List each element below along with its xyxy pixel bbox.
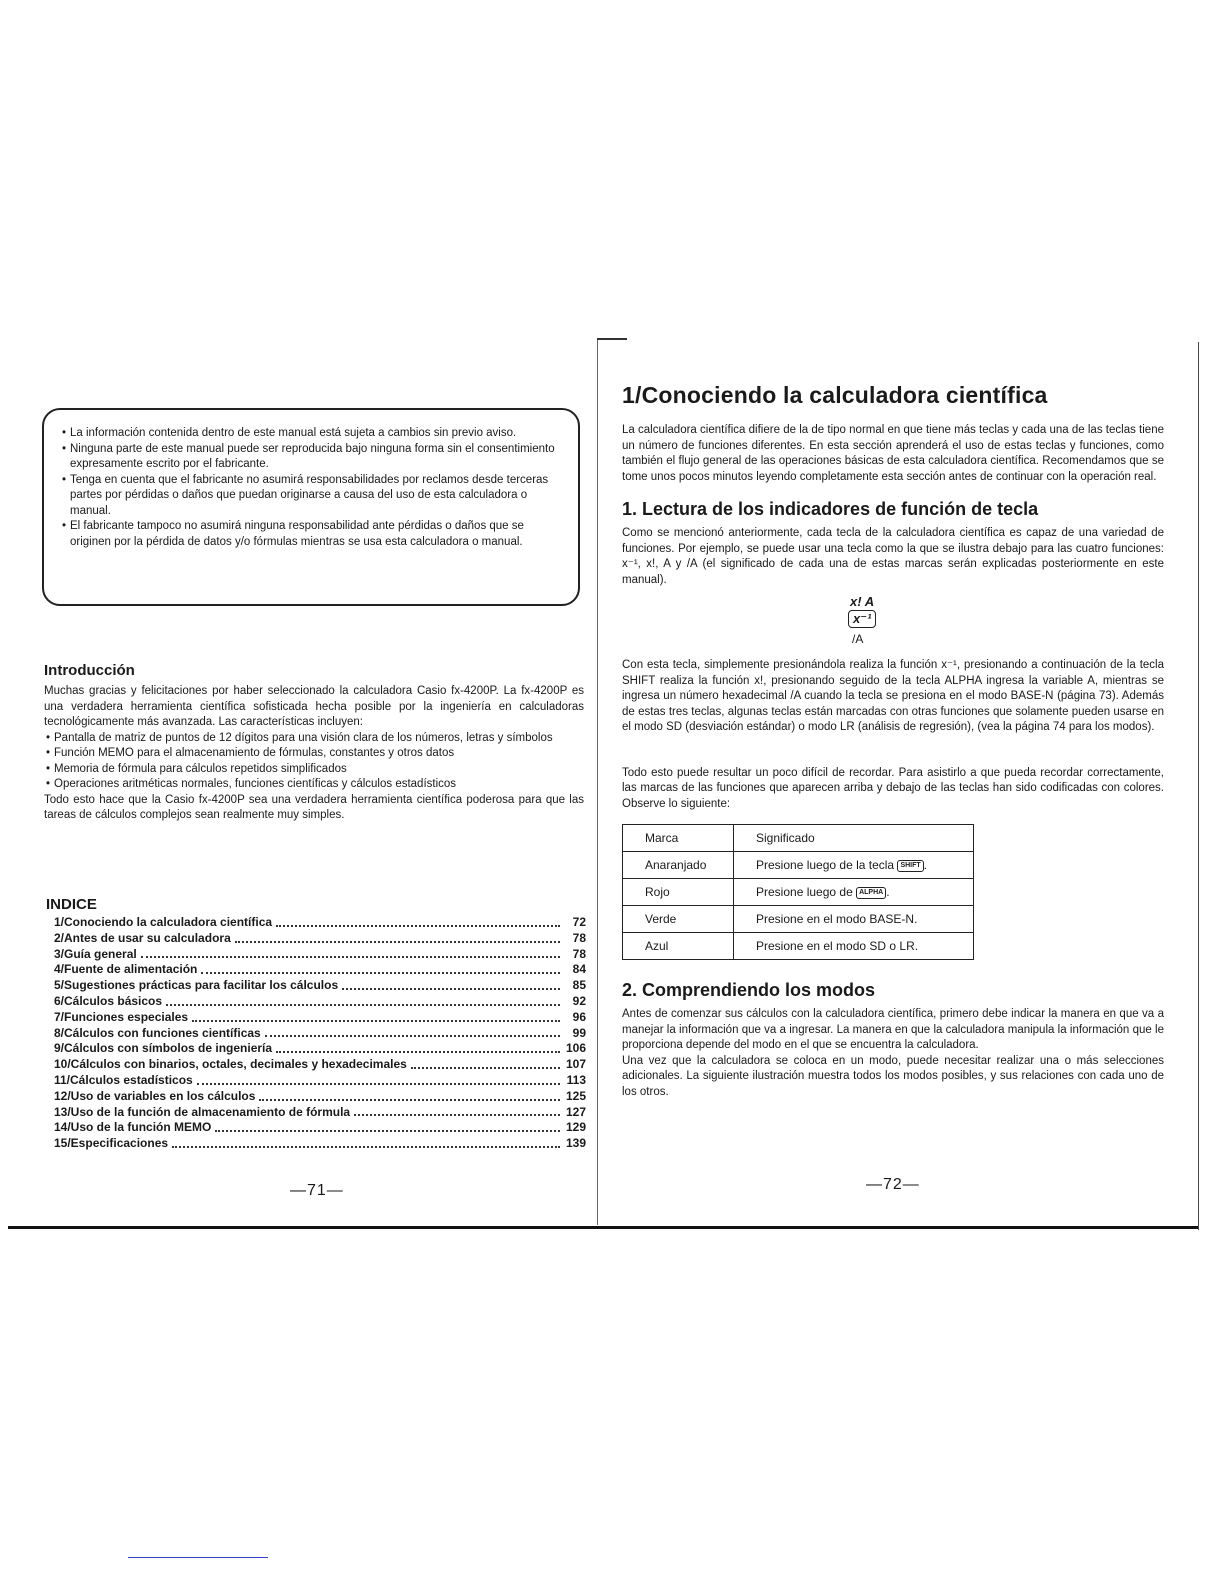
left-page-number: —71— [290,1182,344,1199]
index-leader-dots [265,1035,560,1037]
index-leader-dots [276,1051,560,1053]
disclaimer-item: • Tenga en cuenta que el fabricante no asumirá responsabilidades por reclamos desde terceras partes por pérdidas o daños que puedan originarse a causa del uso de esta calculadora o manual. [60,473,564,520]
feature-bullet: • Pantalla de matriz de puntos de 12 dígitos para una visión clara de los números, letras y símbolos [44,731,584,747]
section1-functions: x⁻¹, x!, A y /A [622,558,698,570]
color-code-paragraph: Todo esto puede resultar un poco difícil de recordar. Para asistirlo a que pueda recordar correctamente, las marcas de las funciones que aparecen arriba y debajo de las teclas han sido codificadas con colores. Observe lo siguiente: [622,766,1164,810]
feature-bullet: • Función MEMO para el almacenamiento de fórmulas, constantes y otros datos [44,746,584,762]
reciprocal-key[interactable]: x⁻¹ [848,610,876,628]
index-entry-page: 106 [565,1041,586,1056]
index-entry-page: 96 [572,1009,586,1024]
introduction-closing: Todo esto hace que la Casio fx-4200P sea una verdadera herramienta científica poderosa para que las tareas de cálculos complejos sean realmente muy simples. [44,793,584,821]
right-edge-line [1198,342,1199,1230]
index-entry[interactable] [54,978,586,994]
table-cell-marca: Rojo [623,879,734,906]
index-leader-dots [354,1114,560,1116]
index-entry[interactable] [54,962,586,978]
bottom-rule [8,1226,1198,1229]
feature-bullet: • Operaciones aritméticas normales, funciones científicas y cálculos estadísticos [44,777,584,793]
table-cell-marca: Verde [623,906,734,933]
introduction-text: Muchas gracias y felicitaciones por haber seleccionado la calculadora Casio fx-4200P. La fx-4200P es una verdadera herramienta científica sofisticada hecha posible por la ingeniería en calculadoras tecnológicamente más avanzada. Las características incluyen: [44,685,584,728]
section1-paragraph [622,526,1164,588]
index-list [46,915,586,1152]
alpha-key-icon: ALPHA [856,887,886,899]
key-top-label: x! A [850,594,875,609]
index-leader-dots [276,925,560,927]
table-cell-marca: Anaranjado [623,852,734,879]
introduction-heading: Introducción [44,662,135,679]
index-entry-label: 15/Especificaciones [54,1136,169,1151]
index-entry[interactable] [54,1073,586,1089]
index-entry-page: 84 [572,962,586,977]
index-entry[interactable] [54,1120,586,1136]
index-entry[interactable] [54,1136,586,1152]
index-entry-label: 3/Guía general [54,946,137,961]
index-entry[interactable] [54,947,586,963]
index-entry-label: 14/Uso de la función MEMO [54,1120,212,1135]
index-entry-label: 13/Uso de la función de almacenamiento de fórmula [54,1104,351,1119]
index-entry-page: 78 [572,930,586,945]
index-entry[interactable] [54,915,586,931]
spine-fold-line [597,340,598,1225]
index-entry[interactable] [54,1041,586,1057]
index-entry-page: 125 [565,1088,586,1103]
index-leader-dots [411,1067,560,1069]
section2-paragraph-b: Una vez que la calculadora se coloca en un modo, puede necesitar realizar una o más selecciones adicionales. La siguiente ilustración muestra todos los modos posibles, y sus relaciones con cada uno de los otros. [622,1054,1164,1098]
table-cell-marca: Azul [623,933,734,960]
index-entry-label: 4/Fuente de alimentación [54,962,198,977]
index-entry-label: 2/Antes de usar su calculadora [54,930,231,945]
index-entry[interactable] [54,1089,586,1105]
index-entry[interactable] [54,1026,586,1042]
index-entry[interactable] [54,1057,586,1073]
chapter-title: 1/Conociendo la calculadora científica [622,382,1048,408]
index-leader-dots [342,988,560,990]
key-illustration [846,594,1164,650]
table-cell-text: Presione luego de [756,885,853,899]
section2-heading: 2. Comprendiendo los modos [622,980,876,1000]
index-leader-dots [235,941,560,943]
index-leader-dots [215,1130,560,1132]
table-header-significado: Significado [734,825,974,852]
shift-key-icon: SHIFT [897,860,923,872]
index-entry[interactable] [54,994,586,1010]
index-entry[interactable] [54,931,586,947]
section1-heading: 1. Lectura de los indicadores de función de tecla [622,499,1039,519]
right-page-content [622,382,1164,1100]
table-header-row [623,825,974,852]
section1-text-b: (el significado de cada una de estas marcas serán explicadas posteriormente en este manual). [622,558,1164,586]
bottom-link-underline [128,1557,268,1558]
chapter-intro: La calculadora científica difiere de la de tipo normal en que tiene más teclas y cada una de las teclas tiene un número de funciones diferentes. En esta sección aprenderá el uso de estas teclas y funciones, como también el flujo general de las operaciones básicas de esta calculadora científica. Recomendamos que se tome unos pocos minutos leyendo completamente esta sección antes de continuar con la operación real. [622,424,1164,483]
index-entry-label: 10/Cálculos con binarios, octales, decimales y hexadecimales [54,1057,407,1072]
index-entry-page: 99 [572,1025,586,1040]
table-cell-significado: Presione luego de la tecla SHIFT . [734,852,974,879]
table-header-marca: Marca [623,825,734,852]
table-cell-significado: Presione en el modo BASE-N. [734,906,974,933]
table-row [623,906,974,933]
section2-paragraph-a: Antes de comenzar sus cálculos con la calculadora científica, primero debe indicar la manera en que va a manejar la información que va a ingresar. La manera en que la calculadora manipula la información que le proporciona depende del modo en el que se encuentra la calculadora. [622,1008,1164,1051]
index-leader-dots [172,1146,560,1148]
index-entry-page: 85 [572,978,586,993]
disclaimer-item: • La información contenida dentro de este manual está sujeta a cambios sin previo aviso. [60,426,564,442]
index-entry-page: 72 [572,915,586,929]
key-bottom-label: /A [852,632,864,646]
index-entry-label: 7/Funciones especiales [54,1009,189,1024]
index-entry-page: 107 [565,1057,586,1072]
index-entry-page: 139 [565,1136,586,1151]
section1-key-explanation: Con esta tecla, simplemente presionándola realiza la función x⁻¹, presionando a continuación de la tecla SHIFT realiza la función x!, presionando seguido de la tecla ALPHA ingresa la variable A, mientras se ingresa un número hexadecimal /A cuando la tecla se presiona en el modo BASE-N (página 73). Además de estas tres teclas, algunas teclas están marcadas con otras funciones que solamente pueden usarse en el modo SD (desviación estándar) o modo LR (análisis de regresión), (vea la página 74 para los modos). [622,659,1164,733]
index-section [46,896,586,1152]
introduction-section [44,662,584,824]
index-entry-label: 9/Cálculos con símbolos de ingeniería [54,1041,273,1056]
index-entry-label: 1/Conociendo la calculadora científica [54,915,273,929]
index-entry-label: 12/Uso de variables en los cálculos [54,1088,256,1103]
index-leader-dots [197,1083,560,1085]
index-leader-dots [201,972,560,974]
index-entry[interactable] [54,1105,586,1121]
index-entry-page: 92 [572,993,586,1008]
section1-text-a: Como se mencionó anteriormente, cada tecla de la calculadora científica es capaz de una variedad de funciones. Por ejemplo, se puede usar una tecla como la que se ilustra debajo para las cuatro funciones: [622,527,1164,555]
index-entry-page: 129 [565,1120,586,1135]
index-entry[interactable] [54,1010,586,1026]
index-leader-dots [166,1004,560,1006]
table-cell-text: Presione luego de la tecla [756,858,895,872]
index-entry-label: 5/Sugestiones prácticas para facilitar los cálculos [54,978,339,993]
feature-bullet: • Memoria de fórmula para cálculos repetidos simplificados [44,762,584,778]
disclaimer-box [42,408,580,606]
index-entry-label: 6/Cálculos básicos [54,993,163,1008]
index-entry-page: 127 [565,1104,586,1119]
index-leader-dots [259,1099,560,1101]
disclaimer-item: • El fabricante tampoco no asumirá ninguna responsabilidad ante pérdidas o daños que se originen por la pérdida de datos y/o fórmulas mientras se usa esta calculadora o manual. [60,519,564,550]
table-row [623,852,974,879]
index-entry-page: 78 [572,946,586,961]
index-entry-label: 11/Cálculos estadísticos [54,1072,193,1087]
index-heading: INDICE [46,896,97,913]
table-row [623,933,974,960]
color-code-table [622,824,974,960]
table-cell-significado: Presione en el modo SD o LR. [734,933,974,960]
right-page-number: —72— [866,1176,920,1193]
disclaimer-item: • Ninguna parte de este manual puede ser reproducida bajo ninguna forma sin el consentimiento expresamente escrito por el fabricante. [60,442,564,473]
index-leader-dots [192,1020,560,1022]
table-row [623,879,974,906]
index-entry-label: 8/Cálculos con funciones científicas [54,1025,261,1040]
table-cell-significado: Presione luego de ALPHA . [734,879,974,906]
index-entry-page: 113 [566,1072,586,1087]
index-leader-dots [141,956,560,958]
spine-fold-top-mark [597,338,627,340]
